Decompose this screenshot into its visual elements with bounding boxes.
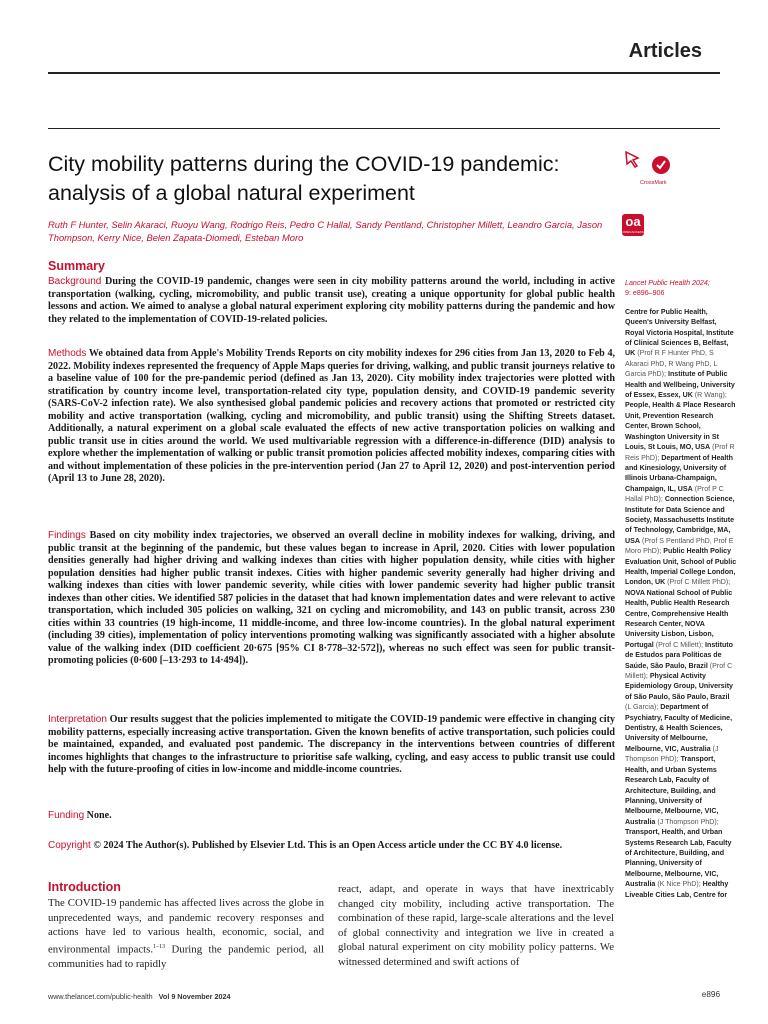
reference-superscript: 1–13 [153,943,166,950]
volume-info: Vol 9 November 2024 [158,992,231,1001]
affiliation: People, Health & Place Research Unit, Prevention Research Center, Brown School, Washington University in St Louis, St Louis, MO, USA [625,401,736,452]
copyright-text: © 2024 The Author(s). Published by Elsevier Ltd. This is an Open Access article under the CC BY 4.0 license. [93,840,563,851]
findings-label: Findings [48,530,86,541]
citation: Lancet Public Health 2024; [625,279,710,287]
abstract-funding [48,810,615,823]
affiliation-authors: (Prof C Millett); [625,661,733,681]
affiliation: Institute of Public Health and Wellbeing, University of Essex, Essex, UK [625,370,735,400]
cursor-icon [624,150,646,172]
interpretation-text: Our results suggest that the policies implemented to mitigate the COVID-19 pandemic were effective in changing city mobility patterns, especially increasing active transportation. Given the known benefits of active transportation, such policies could be maintained, expanded, and evaluated post pandemic. The discrepancy in the interventions between countries of different incomes highlights that changes to the infrastructure to prioritise safe walking, cycling, and easy access to public transit use could help with the future-proofing of cities in low-income and middle-income countries. [48,714,615,775]
affiliation-authors: (L Garcia); [625,703,661,712]
affiliation: Physical Activity Epidemiology Group, University of São Paulo, São Paulo, Brazil [625,672,733,701]
affiliation: Centre for Public Health, Queen's University Belfast, Royal Victoria Hospital, Institute of Clinical Sciences B, Belfast, UK [625,307,734,358]
affiliations [625,307,737,900]
affiliation-authors: (R Wang); [692,391,727,400]
affiliation-authors: (Prof C Millett PhD); [665,578,731,587]
methods-text: We obtained data from Apple's Mobility Trends Reports on city mobility indexes for 296 cities from Jan 13, 2020 to Feb 4, 2022. Mobility indexes represented the frequency of Apple Maps queries for driving, walking, and public transit journeys relative to a baseline value of 100 for the pre-pandemic period (defined as Jan 13, 2020). City mobility index trajectories were plotted with stratification by country income level, transportation-related city type, population density, and COVID-19 pandemic severity (SARS-CoV-2 infection rate). We also synthesised global pandemic policies and recovery actions that promoted or restricted city mobility and active transportation (walking, cycling and micromobility, and public transit) using the Shifting Streets dataset. Additionally, a natural experiment on a global scale evaluated the effects of new active transportation policies on walking and public transit use in cities around the world. We used multivariable regression with a difference-in-difference (DID) analysis to explore whether the implementation of walking or public transit promotion policies affected mobility indexes, comparing cities with and without implementation of these policies in the pre-intervention period (Jan 27 to April 12, 2020) and post-intervention period (April 13 to June 28, 2020). [48,348,616,484]
journal-url[interactable]: www.thelancet.com/public-health [48,992,153,1001]
affiliation-authors: (Prof C Millett); [653,640,706,649]
abstract-findings [48,530,615,668]
affiliation: Transport, Health, and Urban Systems Research Lab, Faculty of Architecture, Building, and Planning, University of Melbourne, Melbourne, VIC, Australia [625,828,732,889]
intro-column-left [48,896,324,972]
affiliation: Department of Psychiatry, Faculty of Medicine, Dentistry, & Health Sciences, University of Melbourne, Melbourne, VIC, Australia [625,703,733,753]
affiliation: Public Health Policy Evaluation Unit, School of Public Health, Imperial College London, London, UK [625,547,737,587]
affiliation-authors: (K Nice PhD); [655,880,703,889]
crossmark-button[interactable] [624,150,684,188]
funding-text: None. [86,810,112,821]
sidebar [625,278,737,900]
page-number: e896 [701,990,720,999]
methods-label: Methods [48,348,87,359]
funding-label: Funding [48,810,85,821]
affiliation-authors: (Prof S Pentland PhD, Prof E Moro PhD); [625,536,734,556]
citation-id: 9: e896–906 [625,289,665,298]
affiliation: Department of Health and Kinesiology, University of Illinois Urbana-Champaign, Champaign, IL, USA [625,453,733,493]
affiliation-authors: (J Thompson PhD); [655,817,719,826]
affiliation-authors: (Prof P C Hallal PhD); [625,484,724,504]
introduction-heading: Introduction [48,880,121,894]
oa-subtitle: OPEN ACCESS [622,230,644,234]
open-access-badge [622,214,644,236]
intro-left-text: The COVID-19 pandemic has affected lives across the globe in unprecedented ways, and pandemic recovery responses and actions have led to various health, economic, social, and environmental impacts. [48,897,324,956]
background-text: During the COVID-19 pandemic, changes were seen in city mobility patterns around the world, including in active transportation (walking, cycling, micromobility, and public transit use), creating a unique opportunity for global public health lessons and action. We aimed to analyse a global natural experiment exploring city mobility patterns during the pandemic and how they related to the implementation of COVID-19-related policies. [48,276,615,325]
abstract-copyright [48,840,615,853]
copyright-label: Copyright [48,840,91,851]
intro-left-text-end: During the pandemic period, all communities had to rapidly [48,943,325,970]
affiliation: Connection Science, Institute for Data Science and Society, Massachusetts Institute of Technology, Cambridge, MA, USA [625,495,735,545]
affiliation: Healthy Liveable Cities Lab, Centre for [625,880,729,899]
footer-left [48,992,230,1001]
top-rule [48,128,720,129]
section-label: Articles [628,40,702,62]
affiliation-authors: (Prof R Reis PhD); [625,443,735,462]
author-list: Ruth F Hunter, Selin Akaraci, Ruoyu Wang, Rodrigo Reis, Pedro C Hallal, Sandy Pentland, Christopher Millett, Leandro Garcia, Jason Thompson, Kerry Nice, Belen Zapata-Diomedi, Esteban Moro [48,219,603,244]
affiliation: Transport, Health, and Urban Systems Research Lab, Faculty of Architecture, Building, and Planning, University of Melbourne, Melbourne, VIC, Australia [625,755,719,826]
affiliation-authors: (Prof R F Hunter PhD, S Akaraci PhD, R Wang PhD, L Garcia PhD); [625,349,718,379]
affiliation: Instituto de Estudos para Políticas de Saúde, São Paulo, Brazil [625,640,734,670]
abstract-methods [48,348,615,486]
summary-heading: Summary [48,259,105,273]
interpretation-label: Interpretation [48,714,107,725]
findings-text: Based on city mobility index trajectories, we observed an overall decline in mobility indexes for walking, driving, and public transit at the beginning of the pandemic, but these values began to increase in April, 2020. Cities with lower population densities generally had higher driving and walking indexes than cities with higher population density, while cities with higher population densities had higher public transit indexes. Cities with higher pandemic severity generally had higher driving and walking indexes than cities with lower pandemic severity, while cities with lower pandemic severity had higher public transit indexes than other cities. We identified 587 policies in the dataset that had known implementation dates and were relevant to active transportation, which included 305 policies on walking, 321 on cycling and micromobility, and 143 on public transit, across 230 cities within 33 countries (19 high-income, 11 middle-income, and three low-income countries). In the global natural experiment (including 39 cities), implementation of policy interventions promoting walking was significantly associated with a higher absolute value of the walking index (DID coefficient 20·675 [95% CI 8·778–32·572]), whereas no such effect was seen for public transit-promoting policies (0·600 [–13·293 to 14·494]). [48,530,615,666]
oa-text: oa [625,214,641,229]
crossmark-icon [650,154,672,176]
abstract-background [48,276,615,326]
header-rule [48,72,720,74]
affiliation-authors: (J Thompson PhD); [625,744,719,764]
intro-column-right: react, adapt, and operate in ways that have inextricably changed city mobility, including active transportation. The combination of these rapid, large-scale alterations and the level of global connectivity and integration we live in created a global natural experiment on city mobility policy patterns. We witnessed determined and swift actions of [338,883,614,968]
affiliation: NOVA National School of Public Health, Public Health Research Centre, Comprehensive Health Research Center, NOVA University Lisbon, Lisbon, Portugal [625,588,733,649]
article-title: City mobility patterns during the COVID-19 pandemic: analysis of a global natural experiment [48,152,560,205]
background-label: Background [48,276,102,287]
abstract-interpretation [48,714,615,777]
crossmark-label: CrossMark [640,180,667,186]
